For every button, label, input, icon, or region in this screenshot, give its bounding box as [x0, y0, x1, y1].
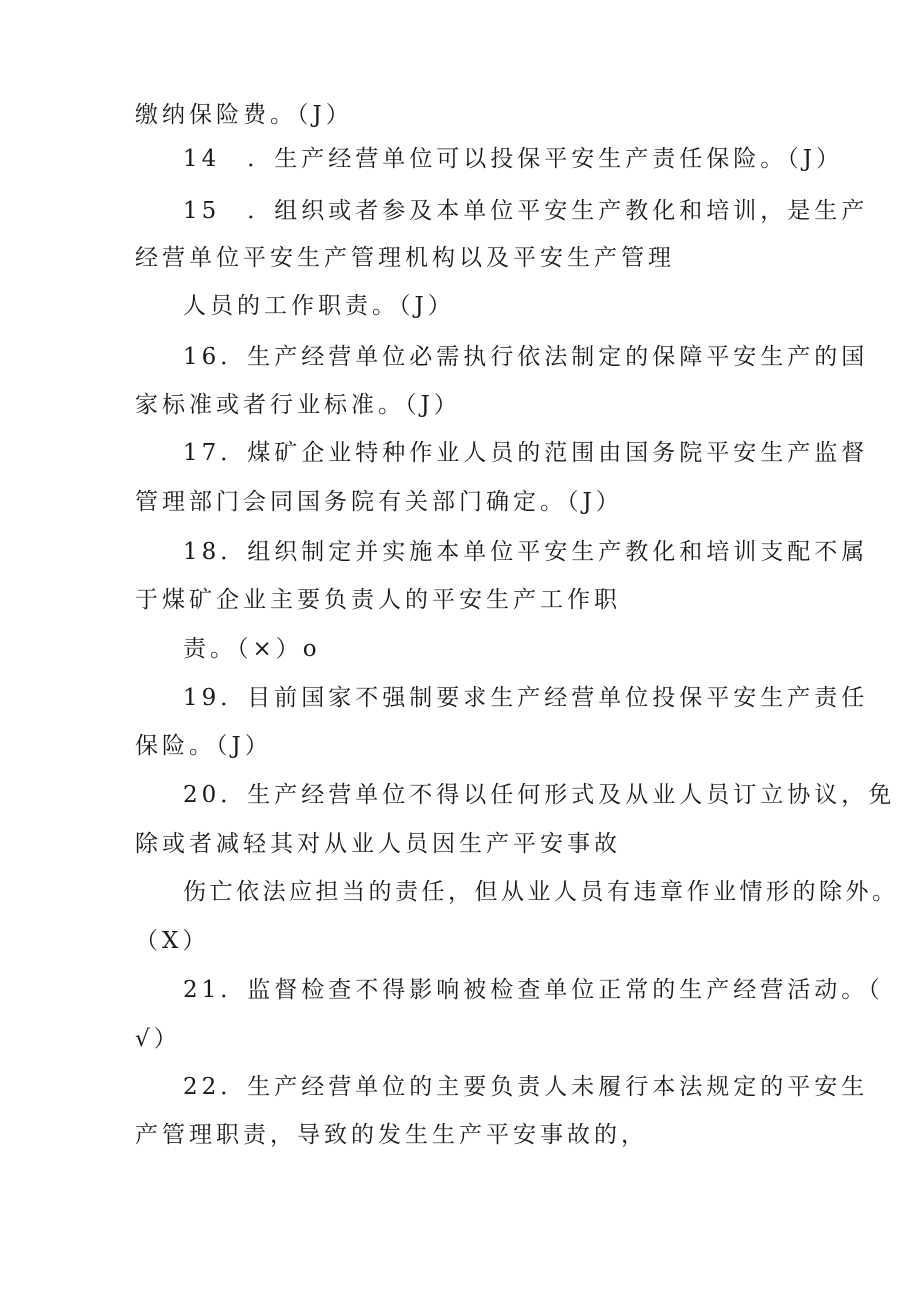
text-line: 14 ．生产经营单位可以投保平安生产责任保险。（J） — [183, 146, 843, 172]
text-line: 20．生产经营单位不得以任何形式及从业人员订立协议，免 — [183, 782, 896, 808]
text-line: 伤亡依法应担当的责任，但从业人员有违章作业情形的除外。 — [183, 879, 899, 905]
text-line: 经营单位平安生产管理机构以及平安生产管理 — [135, 245, 675, 271]
text-line: 责。（×）o — [183, 636, 321, 662]
text-line: 管理部门会同国务院有关部门确定。（J） — [135, 489, 623, 515]
text-line: 产管理职责，导致的发生生产平安事故的， — [135, 1122, 648, 1148]
text-line: 15 ．组织或者参及本单位平安生产教化和培训，是生产 — [183, 198, 869, 224]
text-line: √） — [135, 1026, 181, 1052]
text-line: 16．生产经营单位必需执行依法制定的保障平安生产的国 — [183, 344, 869, 370]
text-line: 人员的工作职责。（J） — [183, 293, 455, 319]
text-line: 家标准或者行业标准。（J） — [135, 392, 461, 418]
text-line: 19．目前国家不强制要求生产经营单位投保平安生产责任 — [183, 685, 869, 711]
text-line: 21．监督检查不得影响被检查单位正常的生产经营活动。（ — [183, 977, 884, 1003]
text-line: 缴纳保险费。（J） — [135, 102, 353, 128]
text-line: 22．生产经营单位的主要负责人未履行本法规定的平安生 — [183, 1074, 869, 1100]
text-line: 17．煤矿企业特种作业人员的范围由国务院平安生产监督 — [183, 440, 869, 466]
text-line: （X） — [135, 928, 210, 954]
text-line: 于煤矿企业主要负责人的平安生产工作职 — [135, 587, 621, 613]
text-line: 18．组织制定并实施本单位平安生产教化和培训支配不属 — [183, 539, 869, 565]
text-line: 除或者减轻其对从业人员因生产平安事故 — [135, 831, 621, 857]
text-line: 保险。（J） — [135, 733, 272, 759]
